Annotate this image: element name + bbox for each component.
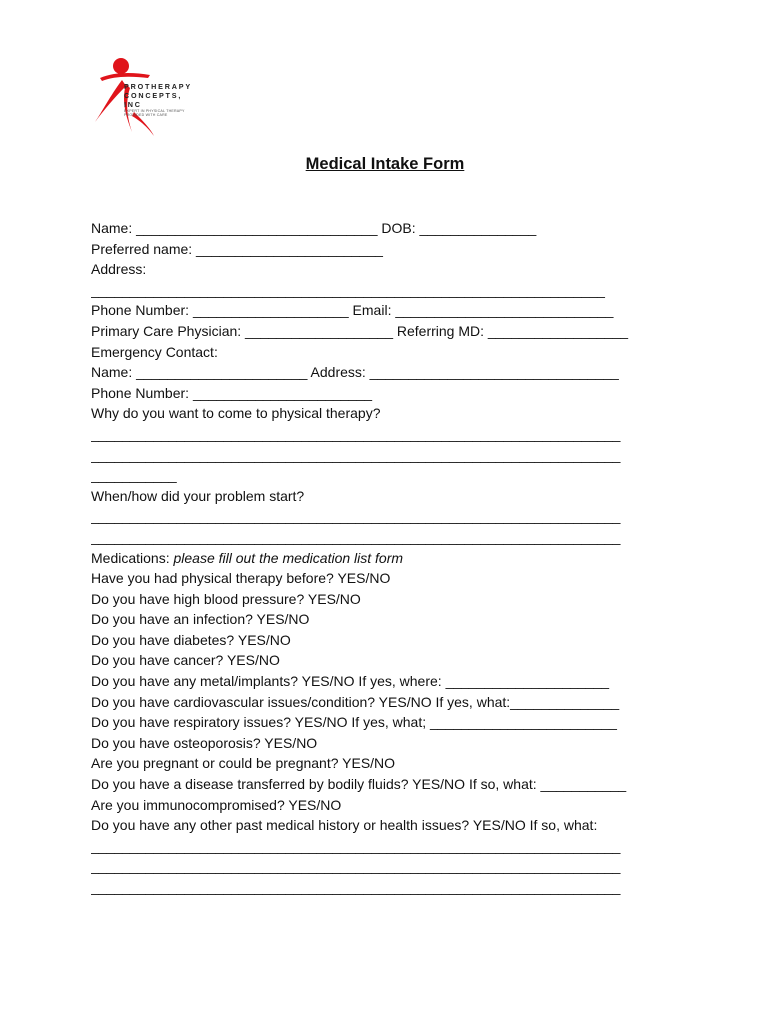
form-line (91, 589, 691, 610)
form-line (91, 239, 691, 260)
form-line-text: Primary Care Physician: ___________________ Referring MD: __________________ (91, 322, 629, 339)
form-line-text: Are you immunocompromised? YES/NO (91, 796, 342, 813)
form-line-text: Do you have cancer? YES/NO (91, 652, 280, 669)
form-line-text: Name: ______________________ Address: ________________________________ (91, 364, 619, 381)
form-line (91, 342, 691, 363)
form-line (91, 218, 691, 239)
form-line-text: ____________________________________________________________________ (91, 879, 621, 895)
logo-tagline-2: PROVIDED WITH CARE (124, 113, 168, 118)
form-line (91, 548, 691, 569)
form-line-text: Why do you want to come to physical therapy? (91, 405, 381, 422)
form-line (91, 403, 691, 424)
form-body (91, 218, 691, 898)
form-line (91, 671, 691, 692)
form-line-text: Emergency Contact: (91, 343, 218, 360)
form-line (91, 774, 691, 795)
form-line (91, 692, 691, 713)
form-line-text: ____________________________________________________________________ (91, 858, 621, 875)
form-line (91, 609, 691, 630)
form-line-text: Do you have cardiovascular issues/condition? YES/NO If yes, what:______________ (91, 693, 620, 710)
logo-tagline-1: EXPERT IN PHYSICAL THERAPY (124, 109, 185, 113)
form-line (91, 383, 691, 404)
form-line-text: ____________________________________________________________________ (91, 425, 621, 442)
form-line (91, 259, 691, 280)
logo-wordmark (124, 82, 202, 117)
form-line-text: Do you have diabetes? YES/NO (91, 631, 291, 648)
form-line-text: Do you have respiratory issues? YES/NO If yes, what; ________________________ (91, 714, 617, 731)
form-line (91, 753, 691, 774)
form-line-text: Have you had physical therapy before? YES/NO (91, 570, 391, 587)
form-line (91, 527, 691, 548)
form-line (91, 280, 691, 301)
form-line-text: Phone Number: ____________________ Email: ____________________________ (91, 302, 614, 319)
form-line-text: Do you have high blood pressure? YES/NO (91, 590, 361, 607)
form-line-text: Do you have any metal/implants? YES/NO If yes, where: _____________________ (91, 673, 610, 690)
form-line (91, 506, 691, 527)
form-line-text: ____________________________________________________________________ (91, 837, 621, 854)
form-line-text: Are you pregnant or could be pregnant? YES/NO (91, 755, 396, 772)
form-line-note: please fill out the medication list form (173, 549, 404, 566)
form-line-text: ___________ (91, 467, 177, 484)
form-line (91, 300, 691, 321)
form-line (91, 321, 691, 342)
form-line-text: Phone Number: _______________________ (91, 384, 373, 401)
form-line (91, 630, 691, 651)
form-line-text: ____________________________________________________________________ (91, 528, 621, 545)
form-line (91, 712, 691, 733)
form-line-text: ____________________________________________________________________ (91, 446, 621, 463)
form-line (91, 362, 691, 383)
form-line-text: Do you have osteoporosis? YES/NO (91, 734, 318, 751)
form-line-text: Name: _______________________________ DOB: _______________ (91, 220, 537, 236)
form-line-text: When/how did your problem start? (91, 487, 305, 504)
form-line (91, 733, 691, 754)
form-line (91, 836, 691, 857)
form-line (91, 445, 691, 466)
form-line (91, 568, 691, 589)
form-line-text: ____________________________________________________________________ (91, 508, 621, 525)
form-line (91, 877, 691, 898)
form-line (91, 795, 691, 816)
form-line (91, 650, 691, 671)
form-line-text: Address: (91, 261, 147, 278)
form-line-text: Preferred name: ________________________ (91, 240, 383, 257)
form-line-text: Do you have an infection? YES/NO (91, 611, 310, 628)
logo-line-2: CONCEPTS, INC (124, 91, 183, 109)
form-line (91, 486, 691, 507)
form-line (91, 856, 691, 877)
protherapy-logo (92, 52, 202, 142)
form-line-text: __________________________________________________________________ (91, 281, 605, 298)
form-line-text: Do you have a disease transferred by bodily fluids? YES/NO If so, what: ___________ (91, 776, 627, 793)
form-line (91, 424, 691, 445)
form-line-text: Do you have any other past medical history or health issues? YES/NO If so, what: (91, 817, 598, 834)
form-line (91, 815, 691, 836)
logo-line-1: PROTHERAPY (124, 82, 192, 91)
form-title: Medical Intake Form (305, 155, 465, 173)
form-line (91, 465, 691, 486)
form-line-text: Medications: (91, 549, 174, 566)
